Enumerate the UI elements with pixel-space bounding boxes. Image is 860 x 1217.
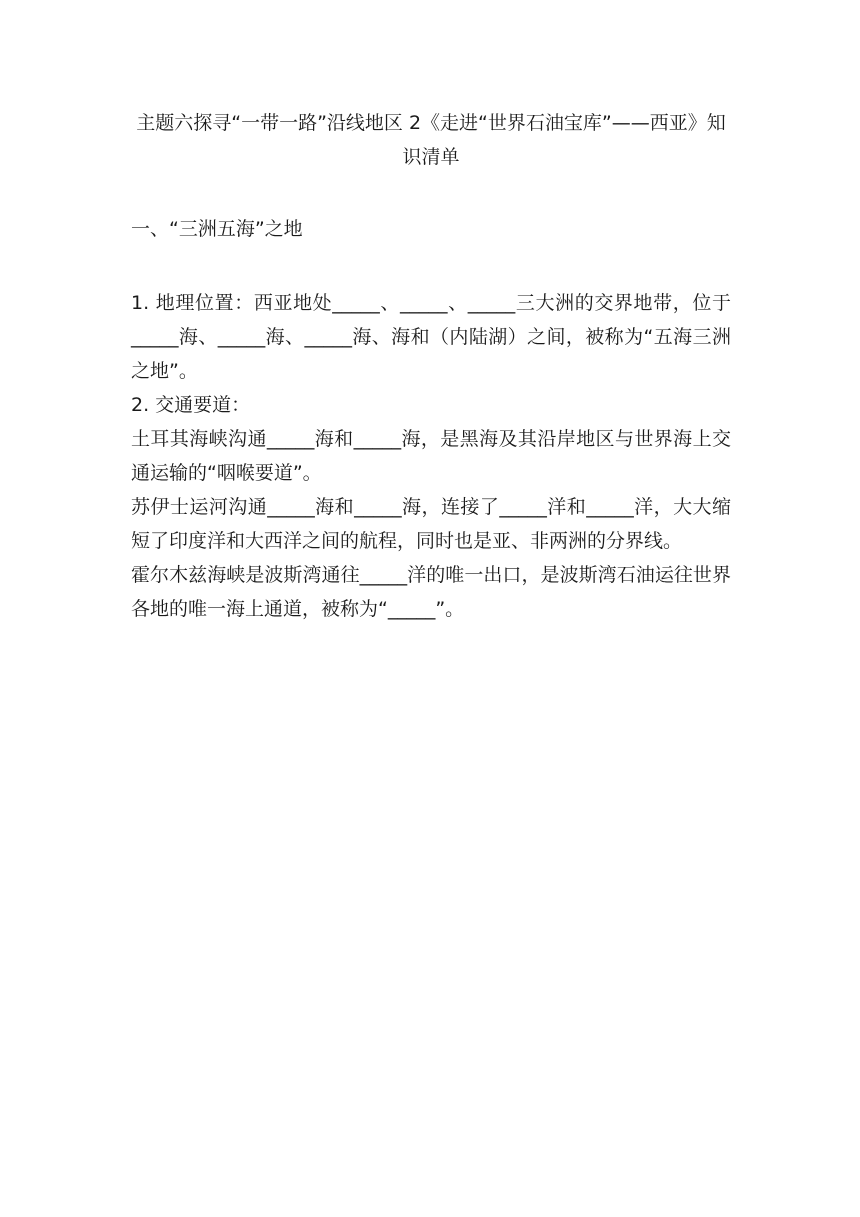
paragraph-suez-canal: 苏伊士运河沟通_____海和_____海，连接了_____洋和_____洋，大大缩短了印度洋和大西洋之间的航程，同时也是亚、非两洲的分界线。 — [131, 496, 731, 552]
paragraph-hormuz-strait: 霍尔木兹海峡是波斯湾通往_____洋的唯一出口，是波斯湾石油运往世界各地的唯一海上通道，被称为“_____”。 — [131, 564, 731, 620]
paragraph-location: 1. 地理位置：西亚地处_____、_____、_____三大洲的交界地带，位于_____海、_____海、_____海、海和（内陆湖）之间，被称为“五海三洲之地”。 — [131, 292, 731, 382]
section-heading-1: 一、“三洲五海”之地 — [131, 218, 303, 240]
paragraph-turkish-straits: 土耳其海峡沟通_____海和_____海，是黑海及其沿岸地区与世界海上交通运输的“咽喉要道”。 — [131, 428, 731, 484]
document-title: 主题六探寻“一带一路”沿线地区 2《走进“世界石油宝库”——西亚》知识清单 — [136, 112, 726, 168]
paragraph-transport-heading: 2. 交通要道： — [131, 394, 251, 416]
document-page — [131, 106, 731, 626]
